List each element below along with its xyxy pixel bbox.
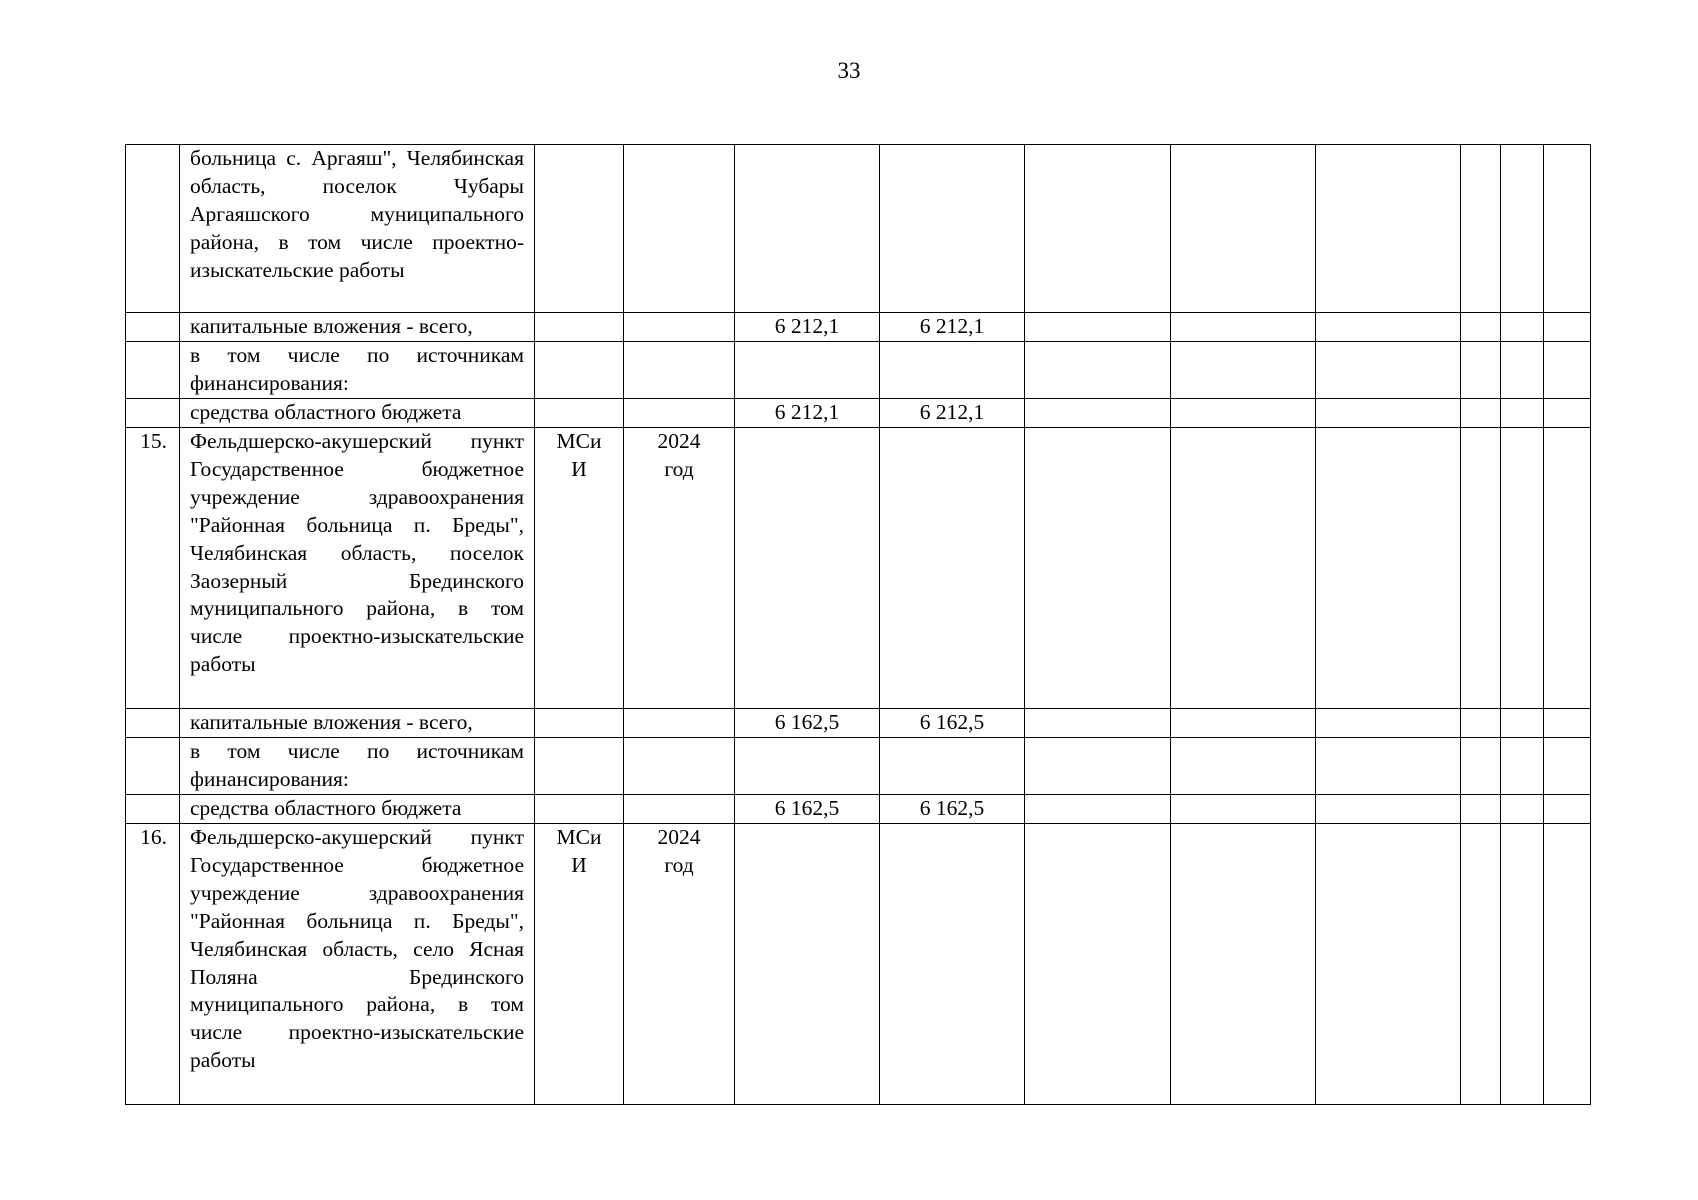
empty-cell bbox=[1501, 145, 1544, 313]
object-name-cell bbox=[180, 709, 535, 738]
total-cell: 6 212,1 bbox=[735, 399, 880, 428]
executor-cell bbox=[535, 824, 624, 1105]
empty-cell bbox=[1171, 399, 1316, 428]
empty-cell bbox=[1544, 399, 1591, 428]
empty-cell bbox=[1171, 342, 1316, 399]
row-number-cell bbox=[126, 145, 180, 313]
year-cell bbox=[624, 342, 735, 399]
executor-cell bbox=[535, 342, 624, 399]
page-number: 33 bbox=[837, 58, 861, 83]
object-name: в том числе по источникам финансирования: bbox=[190, 739, 524, 791]
year-text: 2024 год bbox=[657, 429, 701, 481]
empty-cell bbox=[1544, 313, 1591, 342]
year-cell bbox=[624, 428, 735, 709]
empty-cell bbox=[1316, 795, 1461, 824]
year-2024-cell bbox=[880, 824, 1025, 1105]
total-cell bbox=[735, 428, 880, 709]
year-2024-cell bbox=[880, 145, 1025, 313]
year-cell bbox=[624, 145, 735, 313]
table-row bbox=[126, 738, 1591, 795]
empty-cell bbox=[1544, 342, 1591, 399]
total-cell bbox=[735, 738, 880, 795]
row-number-cell bbox=[126, 342, 180, 399]
empty-cell bbox=[1501, 824, 1544, 1105]
table-row bbox=[126, 709, 1591, 738]
row-number-cell bbox=[126, 738, 180, 795]
object-name-cell bbox=[180, 738, 535, 795]
object-name-cell bbox=[180, 795, 535, 824]
table-row bbox=[126, 342, 1591, 399]
empty-cell bbox=[1501, 342, 1544, 399]
table-row bbox=[126, 824, 1591, 1105]
executor-text: МСиИ bbox=[556, 825, 602, 877]
empty-cell bbox=[1171, 795, 1316, 824]
executor-text: МСиИ bbox=[556, 429, 602, 481]
executor-cell bbox=[535, 145, 624, 313]
empty-cell bbox=[1544, 795, 1591, 824]
row-number-cell bbox=[126, 313, 180, 342]
total-cell: 6 162,5 bbox=[735, 795, 880, 824]
object-name-cell bbox=[180, 824, 535, 1105]
empty-cell bbox=[1461, 428, 1501, 709]
object-name: Фельдшерско-акушерский пункт Государственное бюджетное учреждение здравоохранения "Районная больница п. Бреды", Челябинская область, поселок Заозерный Брединского муниципального района, в том числе проектно-изыскательские работы bbox=[190, 429, 524, 677]
empty-cell bbox=[1544, 738, 1591, 795]
empty-cell bbox=[1171, 428, 1316, 709]
empty-cell bbox=[1501, 399, 1544, 428]
empty-cell bbox=[1171, 145, 1316, 313]
table-row bbox=[126, 313, 1591, 342]
year-cell bbox=[624, 738, 735, 795]
empty-cell bbox=[1501, 313, 1544, 342]
empty-cell bbox=[1025, 709, 1171, 738]
row-number-cell bbox=[126, 795, 180, 824]
object-name: средства областного бюджета bbox=[190, 796, 462, 820]
year-2024-cell: 6 212,1 bbox=[880, 399, 1025, 428]
empty-cell bbox=[1171, 738, 1316, 795]
total-cell bbox=[735, 342, 880, 399]
empty-cell bbox=[1171, 824, 1316, 1105]
empty-cell bbox=[1544, 824, 1591, 1105]
year-cell bbox=[624, 824, 735, 1105]
year-cell bbox=[624, 795, 735, 824]
table-row bbox=[126, 428, 1591, 709]
executor-cell bbox=[535, 738, 624, 795]
row-number-cell: 16. bbox=[126, 824, 180, 1105]
empty-cell bbox=[1501, 795, 1544, 824]
empty-cell bbox=[1025, 342, 1171, 399]
total-cell: 6 162,5 bbox=[735, 709, 880, 738]
object-name: капитальные вложения - всего, bbox=[190, 710, 473, 734]
empty-cell bbox=[1316, 342, 1461, 399]
executor-cell bbox=[535, 399, 624, 428]
investment-table bbox=[125, 144, 1591, 1105]
empty-cell bbox=[1171, 709, 1316, 738]
year-2024-cell: 6 212,1 bbox=[880, 313, 1025, 342]
row-number-cell bbox=[126, 709, 180, 738]
empty-cell bbox=[1461, 145, 1501, 313]
object-name: в том числе по источникам финансирования: bbox=[190, 343, 524, 395]
executor-cell bbox=[535, 428, 624, 709]
year-cell bbox=[624, 709, 735, 738]
empty-cell bbox=[1544, 709, 1591, 738]
row-number-cell bbox=[126, 399, 180, 428]
empty-cell bbox=[1025, 738, 1171, 795]
year-2024-cell: 6 162,5 bbox=[880, 709, 1025, 738]
object-name-cell bbox=[180, 342, 535, 399]
year-2024-cell bbox=[880, 428, 1025, 709]
empty-cell bbox=[1316, 709, 1461, 738]
empty-cell bbox=[1025, 399, 1171, 428]
year-2024-cell bbox=[880, 738, 1025, 795]
year-2024-cell: 6 162,5 bbox=[880, 795, 1025, 824]
executor-cell bbox=[535, 709, 624, 738]
empty-cell bbox=[1461, 709, 1501, 738]
empty-cell bbox=[1501, 428, 1544, 709]
total-cell: 6 212,1 bbox=[735, 313, 880, 342]
object-name: капитальные вложения - всего, bbox=[190, 314, 473, 338]
object-name-cell bbox=[180, 399, 535, 428]
empty-cell bbox=[1501, 738, 1544, 795]
empty-cell bbox=[1501, 709, 1544, 738]
table-row bbox=[126, 145, 1591, 313]
empty-cell bbox=[1544, 145, 1591, 313]
empty-cell bbox=[1461, 313, 1501, 342]
object-name-cell bbox=[180, 313, 535, 342]
object-name: средства областного бюджета bbox=[190, 400, 462, 424]
object-name: больница с. Аргаяш", Челябинская область, поселок Чубары Аргаяшского муниципального района, в том числе проектно-изыскательские работы bbox=[190, 146, 524, 282]
empty-cell bbox=[1461, 738, 1501, 795]
empty-cell bbox=[1025, 313, 1171, 342]
empty-cell bbox=[1316, 399, 1461, 428]
empty-cell bbox=[1025, 145, 1171, 313]
executor-cell bbox=[535, 313, 624, 342]
empty-cell bbox=[1025, 428, 1171, 709]
empty-cell bbox=[1316, 428, 1461, 709]
empty-cell bbox=[1316, 824, 1461, 1105]
object-name-cell bbox=[180, 145, 535, 313]
empty-cell bbox=[1461, 824, 1501, 1105]
object-name: Фельдшерско-акушерский пункт Государственное бюджетное учреждение здравоохранения "Районная больница п. Бреды", Челябинская область, село Ясная Поляна Брединского муниципального района, в том числе проектно-изыскательские работы bbox=[190, 825, 524, 1073]
empty-cell bbox=[1316, 313, 1461, 342]
empty-cell bbox=[1461, 399, 1501, 428]
total-cell bbox=[735, 824, 880, 1105]
year-cell bbox=[624, 313, 735, 342]
table-row bbox=[126, 795, 1591, 824]
year-cell bbox=[624, 399, 735, 428]
year-text: 2024 год bbox=[657, 825, 701, 877]
table-row bbox=[126, 399, 1591, 428]
empty-cell bbox=[1544, 428, 1591, 709]
object-name-cell bbox=[180, 428, 535, 709]
empty-cell bbox=[1171, 313, 1316, 342]
row-number-cell: 15. bbox=[126, 428, 180, 709]
empty-cell bbox=[1461, 342, 1501, 399]
empty-cell bbox=[1025, 824, 1171, 1105]
empty-cell bbox=[1461, 795, 1501, 824]
empty-cell bbox=[1316, 738, 1461, 795]
empty-cell bbox=[1316, 145, 1461, 313]
total-cell bbox=[735, 145, 880, 313]
executor-cell bbox=[535, 795, 624, 824]
year-2024-cell bbox=[880, 342, 1025, 399]
empty-cell bbox=[1025, 795, 1171, 824]
